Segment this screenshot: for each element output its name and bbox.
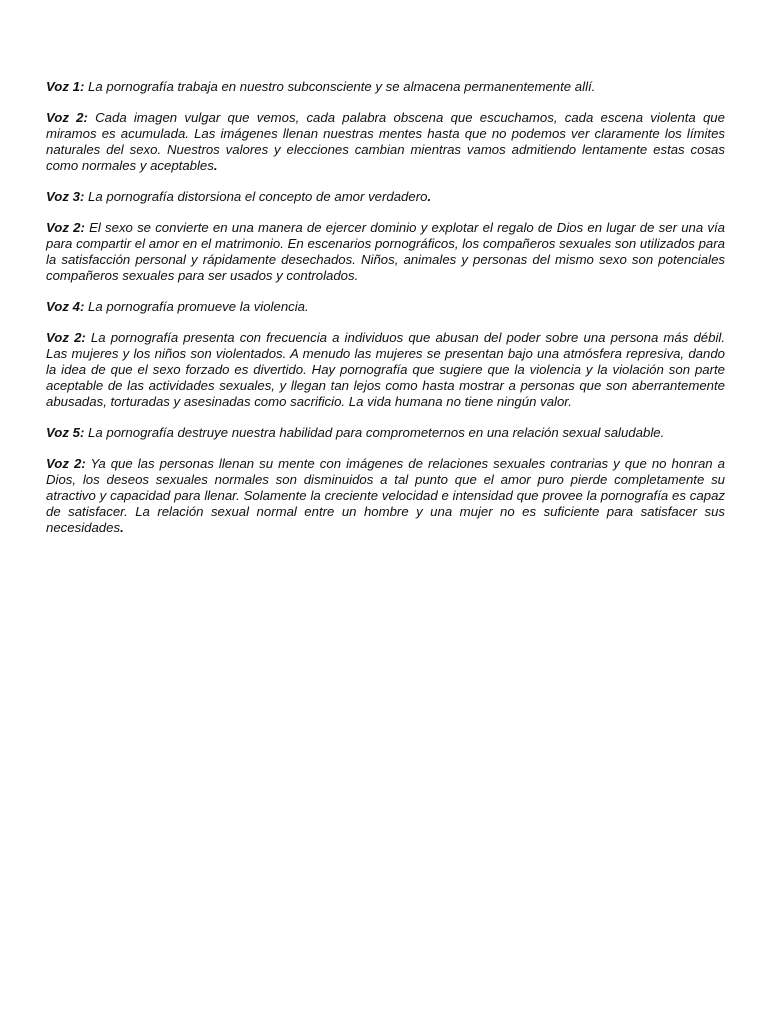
paragraph-voz-5 (46, 425, 725, 441)
paragraph-voz-2 (46, 220, 725, 284)
speaker-label: Voz 2: (46, 110, 88, 125)
paragraph-text: Cada imagen vulgar que vemos, cada palabra obscena que escuchamos, cada escena violenta que miramos es acumulada. Las imágenes llenan nuestras mentes hasta que no podemos ver claramente los límites naturales del sexo. Nuestros valores y elecciones cambian mientras vamos admitiendo lentamente estas cosas como normales y aceptables (46, 110, 725, 173)
paragraph-text: La pornografía distorsiona el concepto de amor verdadero (84, 189, 428, 204)
speaker-label: Voz 2: (46, 456, 86, 471)
paragraph-end: . (427, 189, 432, 204)
paragraph-text: La pornografía promueve la violencia. (84, 299, 309, 314)
paragraph-text: La pornografía presenta con frecuencia a individuos que abusan del poder sobre una persona más débil. Las mujeres y los niños son violentados. A menudo las mujeres se presentan bajo una atmósfera represiva, dando la idea de que el sexo forzado es divertido. Hay pornografía que sugiere que la violencia y la violación son parte aceptable de las actividades sexuales, y llegan tan lejos como hasta mostrar a personas que son aberrantemente abusadas, torturadas y asesinadas como sacrificio. La vida humana no tiene ningún valor. (46, 330, 725, 409)
paragraph-text: La pornografía trabaja en nuestro subconsciente y se almacena permanentemente allí. (84, 79, 596, 94)
paragraph-text: Ya que las personas llenan su mente con imágenes de relaciones sexuales contrarias y que no honran a Dios, los deseos sexuales normales son disminuidos a tal punto que el amor puro pierde completamente su atractivo y capacidad para llenar. Solamente la creciente velocidad e intensidad que provee la pornografía es capaz de satisfacer. La relación sexual normal entre un hombre y una mujer no es suficiente para satisfacer sus necesidades (46, 456, 725, 535)
paragraph-end: . (120, 520, 124, 535)
document-body (46, 79, 725, 551)
speaker-label: Voz 1: (46, 79, 85, 94)
paragraph-voz-2 (46, 456, 725, 536)
speaker-label: Voz 3: (46, 189, 85, 204)
paragraph-voz-2 (46, 110, 725, 174)
speaker-label: Voz 2: (46, 330, 86, 345)
speaker-label: Voz 2: (46, 220, 85, 235)
paragraph-end: . (213, 158, 218, 173)
paragraph-text: El sexo se convierte en una manera de ejercer dominio y explotar el regalo de Dios en lugar de ser una vía para compartir el amor en el matrimonio. En escenarios pornográficos, los compañeros sexuales son utilizados para la satisfacción personal y rápidamente desechados. Niños, animales y personas del mismo sexo son potenciales compañeros sexuales para ser usados y controlados. (46, 220, 725, 283)
speaker-label: Voz 5: (46, 425, 85, 440)
paragraph-voz-2 (46, 330, 725, 410)
paragraph-voz-1 (46, 79, 725, 95)
paragraph-voz-3 (46, 189, 725, 205)
paragraph-text: La pornografía destruye nuestra habilidad para comprometernos en una relación sexual saludable. (84, 425, 665, 440)
speaker-label: Voz 4: (46, 299, 85, 314)
paragraph-voz-4 (46, 299, 725, 315)
